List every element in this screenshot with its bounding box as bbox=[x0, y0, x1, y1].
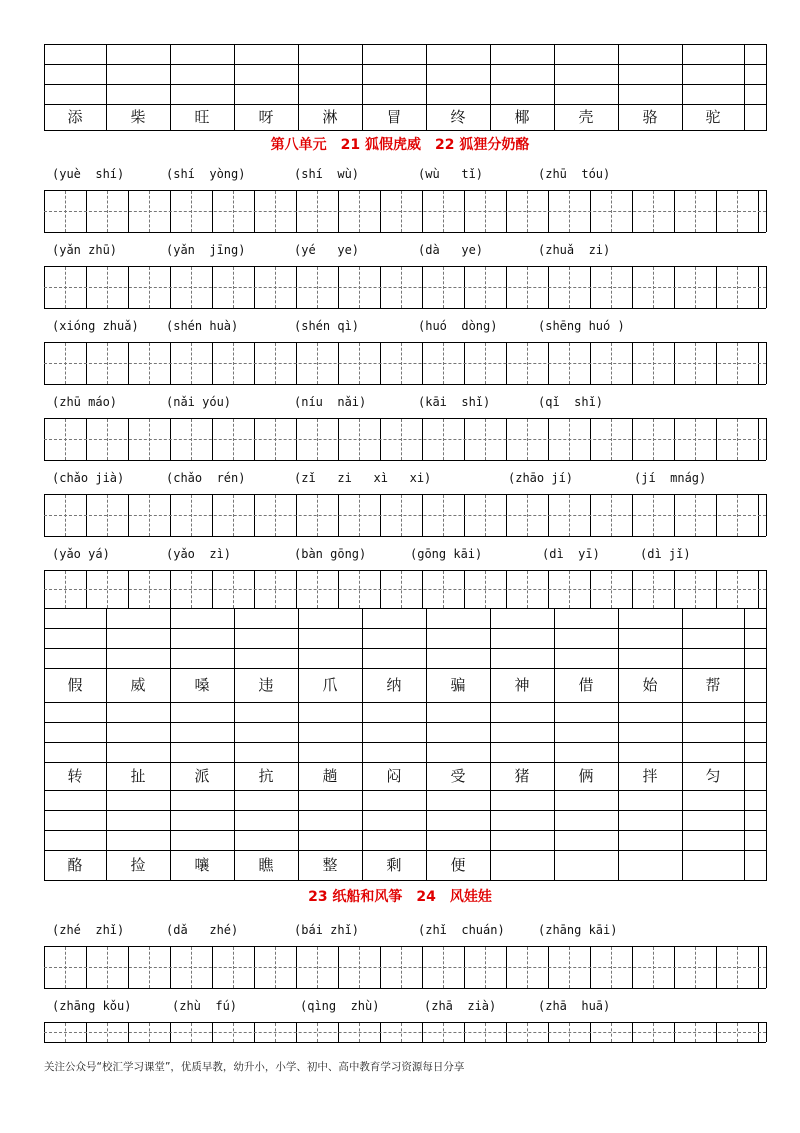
hanzi-char: 闷 bbox=[386, 767, 402, 785]
tian-box-edge bbox=[766, 266, 767, 308]
hanzi-char: 趟 bbox=[322, 767, 338, 785]
guide-line bbox=[44, 439, 766, 440]
tian-box-edge bbox=[766, 342, 767, 384]
table-col-line bbox=[490, 790, 491, 881]
pinyin-prompt: (yǎn jīng) bbox=[166, 243, 246, 257]
hanzi-char: 始 bbox=[642, 676, 658, 694]
table-rule bbox=[44, 850, 766, 851]
hanzi-char: 匀 bbox=[705, 767, 721, 785]
footer-note: 关注公众号“校汇学习课堂”，优质早教，幼升小，小学、初中、高中教育学习资源每日分享 bbox=[44, 1061, 465, 1073]
table-col-line bbox=[744, 702, 745, 791]
hanzi-char: 威 bbox=[130, 676, 146, 694]
pinyin-prompt: (shēng huó ) bbox=[538, 319, 625, 333]
hanzi-char: 扯 bbox=[130, 767, 146, 785]
hanzi-char: 酪 bbox=[67, 856, 83, 874]
tian-grid-top bbox=[44, 266, 766, 267]
hanzi-char: 淋 bbox=[322, 108, 338, 126]
hanzi-char: 剩 bbox=[386, 856, 402, 874]
hanzi-char: 终 bbox=[450, 108, 466, 126]
pinyin-prompt: (zhǐ chuán) bbox=[418, 923, 505, 937]
tian-box-edge bbox=[766, 190, 767, 232]
table-col-line bbox=[766, 608, 767, 703]
hanzi-char: 冒 bbox=[386, 108, 402, 126]
guide-line bbox=[44, 287, 766, 288]
table-col-line bbox=[766, 790, 767, 881]
hanzi-char: 整 bbox=[322, 856, 338, 874]
table-rule bbox=[44, 84, 766, 85]
table-rule bbox=[44, 104, 766, 105]
pinyin-prompt: (qǐ shǐ) bbox=[538, 395, 604, 409]
hanzi-char: 捡 bbox=[130, 856, 146, 874]
guide-line bbox=[44, 211, 766, 212]
table-col-line bbox=[744, 608, 745, 703]
table-rule bbox=[44, 702, 766, 703]
hanzi-char: 椰 bbox=[514, 108, 530, 126]
guide-line bbox=[44, 515, 766, 516]
hanzi-char: 派 bbox=[194, 767, 210, 785]
pinyin-prompt: (xióng zhuǎ) bbox=[52, 319, 139, 333]
pinyin-prompt: (dì yī) bbox=[542, 547, 600, 561]
tian-grid-bottom bbox=[44, 536, 766, 537]
tian-grid-bottom bbox=[44, 232, 766, 233]
pinyin-prompt: (dì jǐ) bbox=[640, 547, 691, 561]
hanzi-char: 纳 bbox=[386, 676, 402, 694]
hanzi-char: 借 bbox=[578, 676, 594, 694]
table-rule bbox=[44, 130, 766, 131]
table-col-line bbox=[766, 702, 767, 791]
table-rule bbox=[44, 830, 766, 831]
pinyin-prompt: (yǎo yá) bbox=[52, 547, 110, 561]
hanzi-char: 嗓 bbox=[194, 676, 210, 694]
hanzi-char: 受 bbox=[450, 767, 466, 785]
table-col-line bbox=[766, 44, 767, 131]
pinyin-prompt: (dǎ zhé) bbox=[166, 923, 239, 937]
table-col-line bbox=[554, 790, 555, 881]
hanzi-char: 假 bbox=[67, 676, 83, 694]
hanzi-char: 神 bbox=[514, 676, 530, 694]
hanzi-char: 拌 bbox=[642, 767, 658, 785]
pinyin-prompt: (shí wù) bbox=[294, 167, 360, 181]
tian-grid-top bbox=[44, 1022, 766, 1023]
tian-box-edge bbox=[766, 946, 767, 988]
pinyin-prompt: (shí yòng) bbox=[166, 167, 246, 181]
hanzi-char: 旺 bbox=[194, 108, 210, 126]
table-rule bbox=[44, 722, 766, 723]
pinyin-prompt: (zǐ zi xì xi) bbox=[294, 471, 432, 485]
pinyin-prompt: (shén qì) bbox=[294, 319, 360, 333]
pinyin-prompt: (bái zhǐ) bbox=[294, 923, 360, 937]
table-rule bbox=[44, 742, 766, 743]
pinyin-prompt: (yé ye) bbox=[294, 243, 360, 257]
table-rule bbox=[44, 44, 766, 45]
hanzi-char: 抗 bbox=[258, 767, 274, 785]
pinyin-prompt: (kāi shǐ) bbox=[418, 395, 491, 409]
hanzi-char: 转 bbox=[67, 767, 83, 785]
tian-grid-bottom bbox=[44, 988, 766, 989]
pinyin-prompt: (huó dòng) bbox=[418, 319, 498, 333]
tian-grid-top bbox=[44, 570, 766, 571]
hanzi-char: 驼 bbox=[705, 108, 721, 126]
guide-line bbox=[44, 589, 766, 590]
hanzi-char: 便 bbox=[450, 856, 466, 874]
tian-grid-bottom bbox=[44, 384, 766, 385]
tian-grid-top bbox=[44, 946, 766, 947]
tian-grid-top bbox=[44, 190, 766, 191]
pinyin-prompt: (dà ye) bbox=[418, 243, 484, 257]
pinyin-prompt: (jí mnág) bbox=[634, 471, 707, 485]
table-rule bbox=[44, 64, 766, 65]
pinyin-prompt: (níu nǎi) bbox=[294, 395, 367, 409]
guide-line bbox=[44, 363, 766, 364]
pinyin-prompt: (zhé zhǐ) bbox=[52, 923, 125, 937]
tian-box-edge bbox=[766, 1022, 767, 1042]
tian-grid-bottom bbox=[44, 608, 766, 609]
pinyin-prompt: (zhā huā) bbox=[538, 999, 611, 1013]
pinyin-prompt: (zhū máo) bbox=[52, 395, 118, 409]
tian-grid-top bbox=[44, 494, 766, 495]
tian-box-edge bbox=[766, 418, 767, 460]
pinyin-prompt: (zhāo jí) bbox=[508, 471, 574, 485]
hanzi-char: 柴 bbox=[130, 108, 146, 126]
pinyin-prompt: (yǎn zhū) bbox=[52, 243, 118, 257]
hanzi-char: 爪 bbox=[322, 676, 338, 694]
unit-23-24-heading: 23 纸船和风筝 24 风娃娃 bbox=[308, 889, 492, 905]
pinyin-prompt: (chǎo rén) bbox=[166, 471, 246, 485]
pinyin-prompt: (nǎi yóu) bbox=[166, 395, 232, 409]
pinyin-prompt: (shén huà) bbox=[166, 319, 239, 333]
pinyin-prompt: (yuè shí) bbox=[52, 167, 125, 181]
hanzi-char: 嚷 bbox=[194, 856, 210, 874]
tian-grid-bottom bbox=[44, 1042, 766, 1043]
pinyin-prompt: (zhù fú) bbox=[172, 999, 238, 1013]
table-rule bbox=[44, 668, 766, 669]
tian-grid-bottom bbox=[44, 460, 766, 461]
guide-line bbox=[44, 1032, 766, 1033]
pinyin-prompt: (gōng kāi) bbox=[410, 547, 483, 561]
tian-box-edge bbox=[766, 494, 767, 536]
pinyin-prompt: (qìng zhù) bbox=[300, 999, 380, 1013]
pinyin-prompt: (zhū tóu) bbox=[538, 167, 611, 181]
hanzi-char: 呀 bbox=[258, 108, 274, 126]
tian-grid-top bbox=[44, 418, 766, 419]
pinyin-prompt: (chǎo jià) bbox=[52, 471, 125, 485]
pinyin-prompt: (zhā zià) bbox=[424, 999, 497, 1013]
hanzi-char: 骆 bbox=[642, 108, 658, 126]
pinyin-prompt: (zhuǎ zi) bbox=[538, 243, 611, 257]
hanzi-char: 帮 bbox=[705, 676, 721, 694]
hanzi-char: 瞧 bbox=[258, 856, 274, 874]
tian-grid-top bbox=[44, 342, 766, 343]
table-col-line bbox=[744, 44, 745, 131]
hanzi-char: 添 bbox=[67, 108, 83, 126]
pinyin-prompt: (bàn gōng) bbox=[294, 547, 367, 561]
tian-box-edge bbox=[766, 570, 767, 608]
guide-line bbox=[44, 967, 766, 968]
table-col-line bbox=[744, 790, 745, 881]
hanzi-char: 违 bbox=[258, 676, 274, 694]
table-rule bbox=[44, 810, 766, 811]
table-rule bbox=[44, 628, 766, 629]
pinyin-prompt: (yǎo zì) bbox=[166, 547, 232, 561]
table-rule bbox=[44, 790, 766, 791]
table-col-line bbox=[682, 790, 683, 881]
unit8-heading: 第八单元 21 狐假虎威 22 狐狸分奶酪 bbox=[270, 137, 530, 153]
hanzi-char: 壳 bbox=[578, 108, 594, 126]
pinyin-prompt: (zhāng kāi) bbox=[538, 923, 618, 937]
hanzi-char: 猪 bbox=[514, 767, 530, 785]
pinyin-prompt: (zhāng kǒu) bbox=[52, 999, 132, 1013]
hanzi-char: 俩 bbox=[578, 767, 594, 785]
table-rule bbox=[44, 648, 766, 649]
tian-grid-bottom bbox=[44, 308, 766, 309]
table-rule bbox=[44, 880, 766, 881]
table-rule bbox=[44, 762, 766, 763]
pinyin-prompt: (wù tǐ) bbox=[418, 167, 484, 181]
hanzi-char: 骗 bbox=[450, 676, 466, 694]
table-col-line bbox=[618, 790, 619, 881]
